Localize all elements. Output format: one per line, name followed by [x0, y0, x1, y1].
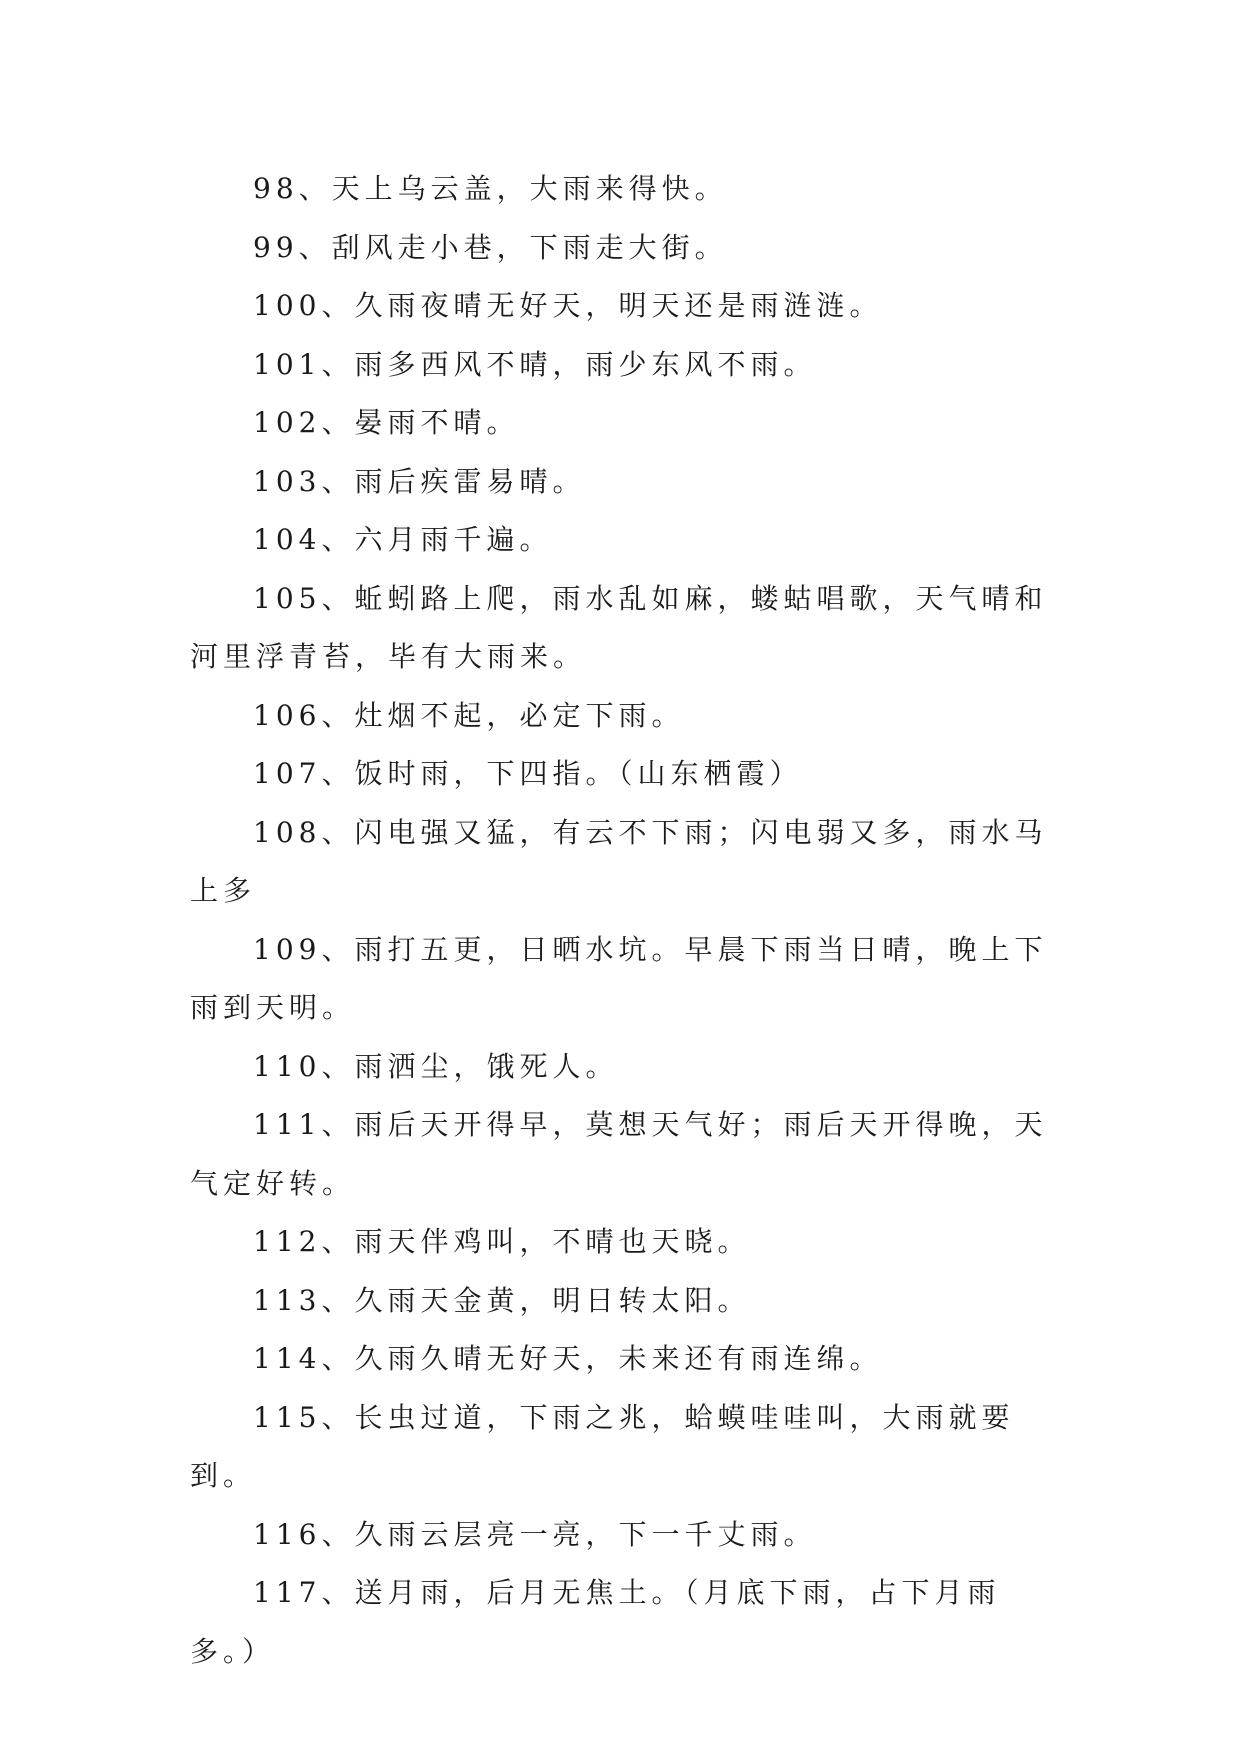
proverb-112: 112、雨天伴鸡叫，不晴也天晓。 [253, 1225, 751, 1258]
proverb-102: 102、晏雨不晴。 [253, 406, 520, 439]
proverb-99: 99、刮风走小巷，下雨走大街。 [253, 230, 728, 264]
proverb-106: 106、灶烟不起，必定下雨。 [253, 698, 685, 732]
proverb-101: 101、雨多西风不晴，雨少东风不雨。 [253, 347, 817, 381]
proverb-117: 117、送月雨，后月无焦土。（月底下雨，占下月雨多。） [190, 1576, 1001, 1668]
proverb-109: 109、雨打五更，日晒水坑。早晨下雨当日晴，晚上下雨到天明。 [190, 932, 1048, 1024]
proverb-116: 116、久雨云层亮一亮，下一千丈雨。 [253, 1517, 817, 1551]
proverb-111: 111、雨后天开得早，莫想天气好；雨后天开得晚，天气定好转。 [190, 1108, 1048, 1200]
proverb-100: 100、久雨夜晴无好天，明天还是雨涟涟。 [253, 289, 883, 322]
proverb-105: 105、蚯蚓路上爬，雨水乱如麻，蝼蛄唱歌，天气晴和河里浮青苔，毕有大雨来。 [190, 581, 1048, 673]
document-body [190, 160, 1070, 1681]
proverb-108: 108、闪电强又猛，有云不下雨；闪电弱又多，雨水马上多 [190, 815, 1048, 907]
proverb-98: 98、天上乌云盖，大雨来得快。 [253, 172, 728, 205]
proverb-110: 110、雨洒尘，饿死人。 [253, 1049, 619, 1083]
proverb-103: 103、雨后疾雷易晴。 [253, 464, 586, 498]
proverb-104: 104、六月雨千遍。 [253, 523, 553, 556]
proverb-107: 107、饭时雨，下四指。（山东栖霞） [253, 757, 803, 790]
proverb-115: 115、长虫过道，下雨之兆，蛤蟆哇哇叫，大雨就要到。 [190, 1400, 1015, 1492]
proverb-113: 113、久雨天金黄，明日转太阳。 [253, 1283, 751, 1317]
proverb-114: 114、久雨久晴无好天，未来还有雨连绵。 [253, 1342, 883, 1375]
